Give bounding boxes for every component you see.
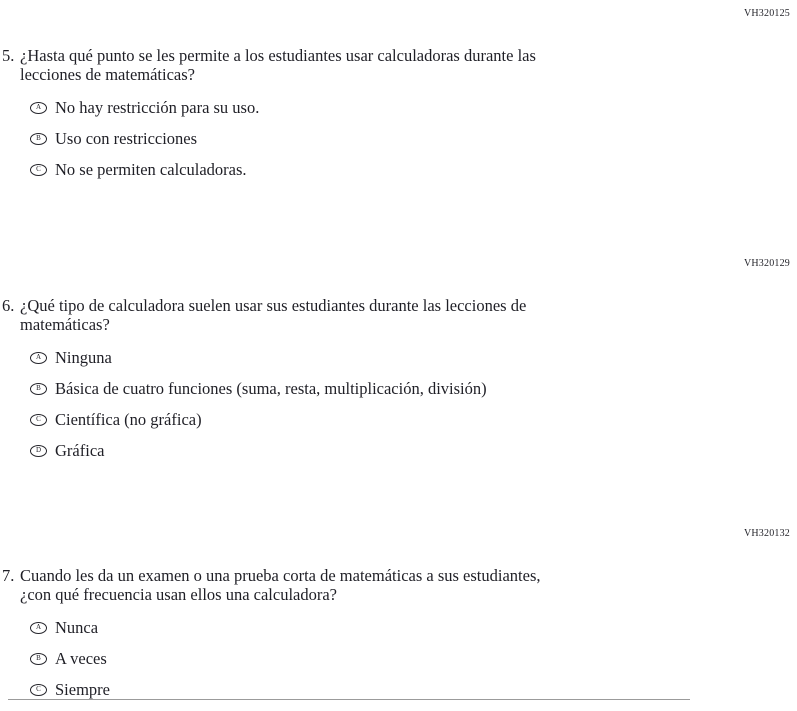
question-text-line: ¿Hasta qué punto se les permite a los estudiantes usar calculadoras durante las: [20, 46, 536, 65]
item-code: VH320129: [743, 258, 790, 269]
options-list: [0, 618, 797, 699]
answer-option[interactable]: [30, 129, 797, 148]
question-text: [20, 46, 536, 84]
question-block-7: [0, 528, 797, 711]
question-text: [20, 296, 526, 334]
answer-option-label: A veces: [55, 649, 107, 668]
question-number: 5.: [2, 46, 15, 65]
answer-bubble-icon[interactable]: C: [30, 414, 47, 426]
answer-option[interactable]: [30, 348, 797, 367]
item-code: VH320132: [743, 528, 790, 539]
question-number: 6.: [2, 296, 15, 315]
answer-option-label: Básica de cuatro funciones (suma, resta, multiplicación, división): [55, 379, 487, 398]
answer-bubble-icon[interactable]: A: [30, 102, 47, 114]
options-list: [0, 348, 797, 460]
answer-bubble-icon[interactable]: C: [30, 164, 47, 176]
answer-option[interactable]: [30, 379, 797, 398]
question-block-5: [0, 8, 797, 191]
answer-bubble-icon[interactable]: D: [30, 445, 47, 457]
answer-option[interactable]: [30, 160, 797, 179]
answer-option[interactable]: [30, 680, 797, 699]
answer-option[interactable]: [30, 618, 797, 637]
answer-option-label: Científica (no gráfica): [55, 410, 202, 429]
question-text: [20, 566, 541, 604]
bottom-divider: [8, 699, 690, 700]
question-number: 7.: [2, 566, 15, 585]
answer-option[interactable]: [30, 649, 797, 668]
answer-bubble-icon[interactable]: A: [30, 622, 47, 634]
question-text-line: lecciones de matemáticas?: [20, 65, 195, 84]
question-5: [0, 46, 797, 84]
answer-option[interactable]: [30, 441, 797, 460]
question-7: [0, 566, 797, 604]
options-list: [0, 98, 797, 179]
answer-bubble-icon[interactable]: C: [30, 684, 47, 696]
answer-option-label: Siempre: [55, 680, 110, 699]
question-6: [0, 296, 797, 334]
answer-option-label: No se permiten calculadoras.: [55, 160, 247, 179]
answer-option-label: No hay restricción para su uso.: [55, 98, 260, 117]
question-block-6: [0, 258, 797, 472]
answer-option-label: Ninguna: [55, 348, 112, 367]
question-text-line: matemáticas?: [20, 315, 110, 334]
answer-bubble-icon[interactable]: B: [30, 383, 47, 395]
answer-option-label: Uso con restricciones: [55, 129, 198, 148]
answer-option[interactable]: [30, 98, 797, 117]
question-text-line: ¿con qué frecuencia usan ellos una calculadora?: [20, 585, 337, 604]
answer-option-label: Nunca: [55, 618, 99, 637]
question-text-line: Cuando les da un examen o una prueba corta de matemáticas a sus estudiantes,: [20, 566, 541, 585]
answer-option[interactable]: [30, 410, 797, 429]
answer-bubble-icon[interactable]: A: [30, 352, 47, 364]
item-code: VH320125: [743, 8, 790, 19]
answer-bubble-icon[interactable]: B: [30, 653, 47, 665]
answer-bubble-icon[interactable]: B: [30, 133, 47, 145]
answer-option-label: Gráfica: [55, 441, 105, 460]
question-text-line: ¿Qué tipo de calculadora suelen usar sus estudiantes durante las lecciones de: [20, 296, 527, 315]
